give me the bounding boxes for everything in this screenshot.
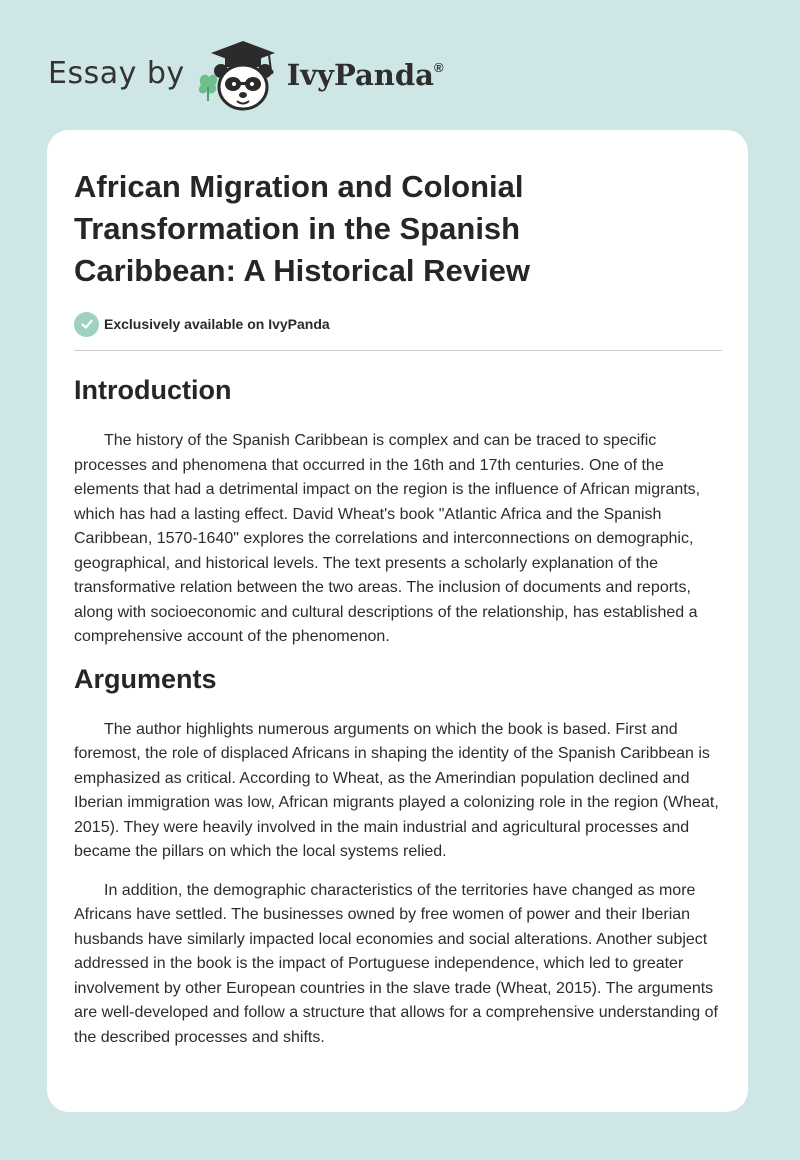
exclusive-badge-label: Exclusively available on IvyPanda — [104, 316, 330, 332]
article-card — [47, 130, 748, 1112]
site-header — [48, 36, 548, 116]
essay-by-label: Essay by — [48, 55, 185, 91]
section-heading-arguments: Arguments — [74, 663, 217, 694]
article-title: African Migration and Colonial Transformation in the Spanish Caribbean: A Historical Review — [74, 169, 530, 288]
check-circle-icon — [74, 312, 99, 337]
divider — [74, 350, 722, 351]
section-heading-introduction: Introduction — [74, 375, 232, 405]
panda-graduate-logo-icon[interactable] — [195, 37, 281, 115]
registered-mark: ® — [433, 60, 444, 75]
paragraph-arguments-2: In addition, the demographic characteristics of the territories have changed as more Africans have settled. The businesses owned by free women of power and their Iberian husbands have similarly impacted local economies and social alterations. Another subject addressed in the book is the impact of Portuguese independence, which led to greater involvement by other European countries in the slave trade (Wheat, 2015). The arguments are well-developed and follow a structure that allows for a comprehensive understanding of the described processes and shifts. — [74, 881, 718, 1046]
paragraph-introduction: The history of the Spanish Caribbean is complex and can be traced to specific processes and phenomena that occurred in the 16th and 17th centuries. One of the elements that had a detrimental impact on the region is the influence of African migrants, which has had a lasting effect. David Wheat's book "Atlantic Africa and the Spanish Caribbean, 1570-1640" explores the correlations and interconnections on demographic, geographical, and historical levels. The text presents a scholarly explanation of the transformative relation between the two areas. The inclusion of documents and reports, along with socioeconomic and cultural descriptions of the relationship, has established a comprehensive account of the phenomenon. — [74, 432, 701, 645]
brand-name[interactable]: IvyPanda® — [286, 58, 444, 92]
paragraph-arguments-1: The author highlights numerous arguments on which the book is based. First and foremost, the role of displaced Africans in shaping the identity of the Spanish Caribbean is emphasized as critical. According to Wheat, as the Amerindian population declined and Iberian immigration was low, African migrants played a colonizing role in the region (Wheat, 2015). They were heavily involved in the main industrial and agricultural processes and became the pillars on which the local systems relied. — [74, 720, 719, 860]
exclusive-badge — [74, 311, 722, 337]
